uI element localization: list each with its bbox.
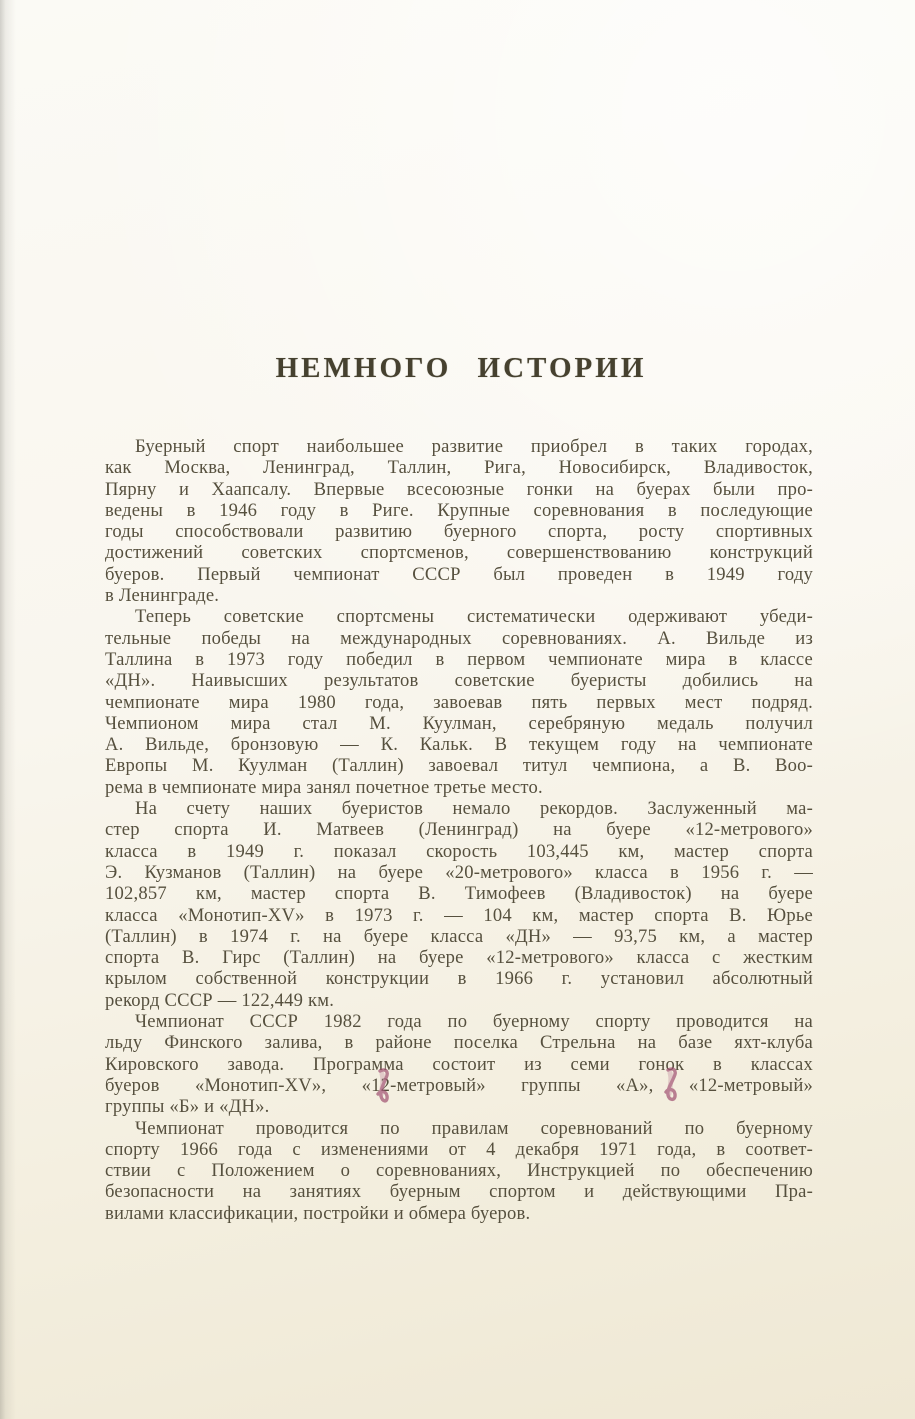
text-line: спорту 1966 года с изменениями от 4 декабря 1971 года, в соответ- — [105, 1138, 813, 1160]
text-line: 102,857 км, мастер спорта В. Тимофеев (Владивосток) на буере — [105, 883, 813, 905]
text-line: спорта В. Гирс (Таллин) на буере «12-метрового» класса с жестким — [105, 947, 813, 969]
text-line: Европы М. Куулман (Таллин) завоевал титул чемпиона, а В. Воо- — [105, 755, 813, 777]
text-line: крылом собственной конструкции в 1966 г. установил абсолютный — [105, 968, 813, 990]
text-line: стер спорта И. Матвеев (Ленинград) на буере «12-метрового» — [105, 819, 813, 841]
text-line: (Таллин) в 1974 г. на буере класса «ДН» — 93,75 км, а мастер — [105, 925, 813, 947]
text-block — [105, 436, 813, 1224]
page-edge-shadow — [0, 0, 16, 1419]
text-line: Э. Кузманов (Таллин) на буере «20-метрового» класса в 1956 г. — — [105, 861, 813, 883]
text-line: годы способствовали развитию буерного спорта, росту спортивных — [105, 521, 813, 543]
text-line: ствии с Положением о соревнованиях, Инструкцией по обеспечению — [105, 1160, 813, 1182]
text-line: На счету наших буеристов немало рекордов. Заслуженный ма- — [135, 798, 813, 820]
text-line: рекорд СССР — 122,449 км. — [105, 989, 335, 1011]
text-line: льду Финского залива, в районе поселка Стрельна на базе яхт-клуба — [105, 1032, 813, 1054]
text-line: ведены в 1946 году в Риге. Крупные соревнования в последующие — [105, 499, 813, 521]
text-line: буеров «Монотип-XV», «12-метровый» группы «А», «12-метровый» — [105, 1074, 813, 1096]
text-line: вилами классификации, постройки и обмера буеров. — [105, 1202, 531, 1224]
text-line: буеров. Первый чемпионат СССР был проведен в 1949 году — [105, 563, 813, 585]
text-line: в Ленинграде. — [105, 585, 220, 607]
text-line: Таллина в 1973 году победил в первом чемпионате мира в классе — [105, 648, 813, 670]
text-line: как Москва, Ленинград, Таллин, Рига, Новосибирск, Владивосток, — [105, 457, 813, 479]
text-line: Чемпионат проводится по правилам соревнований по буерному — [135, 1117, 813, 1139]
text-line: класса в 1949 г. показал скорость 103,445 км, мастер спорта — [105, 840, 813, 862]
text-line: Пярну и Хаапсалу. Впервые всесоюзные гонки на буерах были про- — [105, 478, 813, 500]
text-line: тельные победы на международных соревнованиях. А. Вильде из — [105, 627, 813, 649]
text-line: «ДН». Наивысших результатов советские буеристы добились на — [105, 670, 813, 692]
text-line: класса «Монотип-XV» в 1973 г. — 104 км, мастер спорта В. Юрье — [105, 904, 813, 926]
text-line: достижений советских спортсменов, совершенствованию конструкций — [105, 542, 813, 564]
page-title: НЕМНОГО ИСТОРИИ — [275, 352, 647, 384]
text-line: рема в чемпионате мира занял почетное третье место. — [105, 776, 543, 798]
text-line: чемпионате мира 1980 года, завоевав пять первых мест подряд. — [105, 691, 813, 713]
text-line: Теперь советские спортсмены систематически одерживают убеди- — [135, 606, 813, 628]
text-line: безопасности на занятиях буерным спортом и действующими Пра- — [105, 1181, 813, 1203]
text-line: Чемпионом мира стал М. Куулман, серебряную медаль получил — [105, 712, 813, 734]
text-line: Чемпионат СССР 1982 года по буерному спорту проводится на — [135, 1011, 813, 1033]
text-line: Буерный спорт наибольшее развитие приобрел в таких городах, — [135, 436, 813, 457]
text-line: А. Вильде, бронзовую — К. Кальк. В текущем году на чемпионате — [105, 734, 813, 756]
text-line: Кировского завода. Программа состоит из семи гонок в классах — [105, 1053, 813, 1075]
text-line: группы «Б» и «ДН». — [105, 1096, 270, 1118]
